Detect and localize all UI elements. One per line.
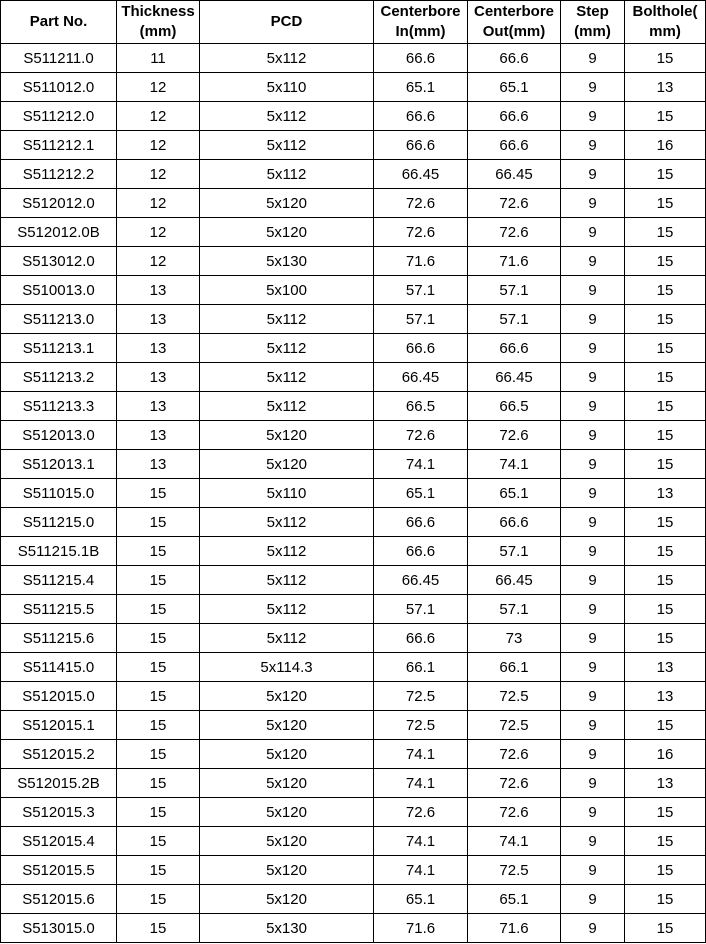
cell-step: 9 [561,682,625,711]
cell-bolthole: 13 [625,653,706,682]
cell-part-no: S511415.0 [1,653,117,682]
cell-step: 9 [561,363,625,392]
table-row [1,798,706,827]
cell-centerbore-out: 72.6 [468,421,561,450]
cell-centerbore-in: 57.1 [374,305,468,334]
cell-part-no: S511215.6 [1,624,117,653]
table-row [1,624,706,653]
cell-thickness: 13 [117,363,200,392]
cell-part-no: S512015.5 [1,856,117,885]
table-row [1,856,706,885]
cell-step: 9 [561,421,625,450]
table-header [1,1,706,44]
cell-pcd: 5x120 [200,740,374,769]
cell-thickness: 12 [117,102,200,131]
cell-centerbore-out: 72.5 [468,856,561,885]
cell-centerbore-out: 66.1 [468,653,561,682]
cell-step: 9 [561,131,625,160]
cell-pcd: 5x120 [200,682,374,711]
cell-thickness: 15 [117,711,200,740]
cell-thickness: 13 [117,334,200,363]
cell-centerbore-in: 72.5 [374,711,468,740]
cell-step: 9 [561,653,625,682]
cell-thickness: 11 [117,44,200,73]
cell-step: 9 [561,392,625,421]
cell-step: 9 [561,160,625,189]
cell-pcd: 5x112 [200,595,374,624]
cell-bolthole: 15 [625,421,706,450]
cell-step: 9 [561,711,625,740]
cell-centerbore-in: 57.1 [374,276,468,305]
header-text-line: Centerbore [380,3,461,20]
header-text-line: Step [576,3,609,20]
cell-step: 9 [561,885,625,914]
cell-bolthole: 15 [625,102,706,131]
cell-pcd: 5x120 [200,450,374,479]
cell-bolthole: 15 [625,305,706,334]
cell-step: 9 [561,537,625,566]
cell-centerbore-out: 72.6 [468,189,561,218]
cell-pcd: 5x112 [200,624,374,653]
cell-centerbore-in: 72.6 [374,421,468,450]
cell-part-no: S510013.0 [1,276,117,305]
cell-step: 9 [561,102,625,131]
table-row [1,44,706,73]
cell-bolthole: 15 [625,363,706,392]
cell-part-no: S511211.0 [1,44,117,73]
cell-centerbore-in: 66.6 [374,508,468,537]
cell-thickness: 15 [117,595,200,624]
cell-centerbore-out: 72.6 [468,740,561,769]
cell-pcd: 5x120 [200,218,374,247]
cell-part-no: S512013.1 [1,450,117,479]
cell-centerbore-in: 57.1 [374,595,468,624]
cell-bolthole: 15 [625,44,706,73]
table-row [1,740,706,769]
cell-centerbore-out: 65.1 [468,479,561,508]
cell-thickness: 12 [117,189,200,218]
cell-bolthole: 15 [625,276,706,305]
cell-bolthole: 15 [625,711,706,740]
cell-part-no: S511213.3 [1,392,117,421]
cell-thickness: 13 [117,421,200,450]
cell-step: 9 [561,44,625,73]
table-row [1,363,706,392]
cell-centerbore-out: 66.5 [468,392,561,421]
table-row [1,682,706,711]
cell-step: 9 [561,276,625,305]
cell-pcd: 5x120 [200,885,374,914]
cell-thickness: 12 [117,73,200,102]
cell-pcd: 5x100 [200,276,374,305]
cell-centerbore-in: 74.1 [374,740,468,769]
cell-part-no: S511215.4 [1,566,117,595]
cell-thickness: 13 [117,276,200,305]
cell-pcd: 5x112 [200,363,374,392]
cell-centerbore-in: 66.45 [374,160,468,189]
cell-bolthole: 15 [625,218,706,247]
cell-centerbore-in: 71.6 [374,914,468,943]
header-centerbore-in [374,1,468,44]
cell-part-no: S512012.0 [1,189,117,218]
cell-pcd: 5x120 [200,711,374,740]
cell-centerbore-in: 66.45 [374,566,468,595]
cell-bolthole: 13 [625,479,706,508]
cell-thickness: 12 [117,160,200,189]
cell-bolthole: 15 [625,508,706,537]
cell-centerbore-in: 65.1 [374,885,468,914]
header-centerbore-out [468,1,561,44]
cell-bolthole: 16 [625,131,706,160]
cell-thickness: 15 [117,885,200,914]
cell-centerbore-in: 72.6 [374,218,468,247]
cell-part-no: S512015.2B [1,769,117,798]
cell-step: 9 [561,450,625,479]
cell-bolthole: 15 [625,537,706,566]
cell-bolthole: 15 [625,624,706,653]
cell-thickness: 15 [117,856,200,885]
cell-centerbore-in: 74.1 [374,769,468,798]
cell-bolthole: 15 [625,450,706,479]
table-row [1,711,706,740]
header-text-line: Bolthole( [632,3,698,20]
cell-centerbore-out: 57.1 [468,305,561,334]
header-text-line: Thickness [121,3,195,20]
cell-step: 9 [561,827,625,856]
cell-centerbore-out: 72.6 [468,798,561,827]
header-pcd [200,1,374,44]
cell-centerbore-out: 72.6 [468,218,561,247]
table-row [1,189,706,218]
cell-bolthole: 13 [625,682,706,711]
cell-step: 9 [561,218,625,247]
table-row [1,566,706,595]
header-text-line: mm) [649,23,681,40]
cell-centerbore-in: 66.45 [374,363,468,392]
cell-centerbore-in: 66.6 [374,44,468,73]
cell-centerbore-out: 65.1 [468,73,561,102]
cell-bolthole: 15 [625,914,706,943]
cell-centerbore-out: 74.1 [468,450,561,479]
cell-part-no: S512012.0B [1,218,117,247]
cell-centerbore-out: 66.6 [468,508,561,537]
cell-centerbore-out: 74.1 [468,827,561,856]
cell-step: 9 [561,914,625,943]
cell-thickness: 15 [117,740,200,769]
cell-step: 9 [561,595,625,624]
cell-pcd: 5x112 [200,131,374,160]
table-row [1,247,706,276]
cell-centerbore-in: 71.6 [374,247,468,276]
header-step [561,1,625,44]
cell-centerbore-out: 71.6 [468,247,561,276]
cell-thickness: 15 [117,566,200,595]
cell-centerbore-in: 66.6 [374,624,468,653]
cell-thickness: 15 [117,798,200,827]
cell-thickness: 12 [117,131,200,160]
header-text-line: Out(mm) [482,23,546,40]
cell-step: 9 [561,305,625,334]
table-row [1,769,706,798]
header-text-line: Part No. [29,13,88,30]
cell-part-no: S513015.0 [1,914,117,943]
cell-centerbore-out: 57.1 [468,276,561,305]
cell-step: 9 [561,856,625,885]
cell-part-no: S511213.1 [1,334,117,363]
cell-part-no: S511213.0 [1,305,117,334]
cell-part-no: S512015.1 [1,711,117,740]
table-row [1,334,706,363]
table-row [1,305,706,334]
cell-part-no: S511212.0 [1,102,117,131]
cell-pcd: 5x112 [200,537,374,566]
cell-pcd: 5x112 [200,305,374,334]
cell-pcd: 5x130 [200,247,374,276]
table-row [1,827,706,856]
cell-bolthole: 15 [625,856,706,885]
cell-centerbore-in: 74.1 [374,827,468,856]
cell-thickness: 15 [117,914,200,943]
cell-step: 9 [561,798,625,827]
cell-centerbore-out: 65.1 [468,885,561,914]
cell-thickness: 15 [117,624,200,653]
cell-centerbore-out: 66.45 [468,160,561,189]
cell-centerbore-in: 72.5 [374,682,468,711]
cell-step: 9 [561,740,625,769]
table-row [1,914,706,943]
cell-step: 9 [561,334,625,363]
cell-bolthole: 15 [625,247,706,276]
cell-thickness: 13 [117,450,200,479]
cell-bolthole: 15 [625,189,706,218]
cell-pcd: 5x112 [200,566,374,595]
cell-thickness: 15 [117,508,200,537]
table-row [1,595,706,624]
table-row [1,885,706,914]
table-row [1,160,706,189]
cell-thickness: 15 [117,653,200,682]
cell-centerbore-out: 66.45 [468,566,561,595]
cell-bolthole: 15 [625,566,706,595]
cell-step: 9 [561,566,625,595]
cell-step: 9 [561,189,625,218]
header-row [1,1,706,44]
cell-thickness: 12 [117,218,200,247]
cell-part-no: S511215.0 [1,508,117,537]
cell-centerbore-in: 74.1 [374,856,468,885]
cell-centerbore-out: 66.6 [468,44,561,73]
cell-pcd: 5x112 [200,160,374,189]
cell-centerbore-in: 72.6 [374,189,468,218]
cell-step: 9 [561,479,625,508]
cell-step: 9 [561,73,625,102]
cell-centerbore-out: 72.6 [468,769,561,798]
table-row [1,421,706,450]
cell-part-no: S511215.1B [1,537,117,566]
cell-part-no: S512013.0 [1,421,117,450]
header-text-line: PCD [270,13,303,30]
cell-part-no: S512015.6 [1,885,117,914]
table-row [1,392,706,421]
cell-thickness: 13 [117,305,200,334]
header-part-no [1,1,117,44]
cell-centerbore-in: 66.1 [374,653,468,682]
cell-part-no: S511213.2 [1,363,117,392]
cell-centerbore-out: 66.6 [468,131,561,160]
table-row [1,653,706,682]
header-text-line: Centerbore [473,3,555,20]
cell-pcd: 5x114.3 [200,653,374,682]
cell-step: 9 [561,247,625,276]
table-body [1,44,706,943]
cell-pcd: 5x110 [200,479,374,508]
table-row [1,537,706,566]
cell-centerbore-in: 66.6 [374,537,468,566]
header-text-line: In(mm) [395,23,446,40]
cell-thickness: 15 [117,769,200,798]
cell-centerbore-in: 66.6 [374,334,468,363]
cell-bolthole: 16 [625,740,706,769]
cell-part-no: S513012.0 [1,247,117,276]
cell-pcd: 5x112 [200,508,374,537]
cell-part-no: S512015.2 [1,740,117,769]
cell-centerbore-out: 57.1 [468,595,561,624]
cell-part-no: S511015.0 [1,479,117,508]
cell-bolthole: 15 [625,827,706,856]
cell-bolthole: 15 [625,392,706,421]
cell-bolthole: 15 [625,334,706,363]
table-row [1,508,706,537]
cell-part-no: S512015.4 [1,827,117,856]
table-row [1,276,706,305]
cell-centerbore-out: 72.5 [468,711,561,740]
header-text-line: (mm) [574,23,611,40]
cell-bolthole: 15 [625,885,706,914]
cell-pcd: 5x112 [200,334,374,363]
table-row [1,102,706,131]
cell-thickness: 13 [117,392,200,421]
cell-pcd: 5x120 [200,189,374,218]
cell-part-no: S511212.1 [1,131,117,160]
cell-thickness: 15 [117,827,200,856]
table-row [1,218,706,247]
cell-part-no: S512015.0 [1,682,117,711]
cell-thickness: 12 [117,247,200,276]
cell-centerbore-out: 57.1 [468,537,561,566]
cell-part-no: S511212.2 [1,160,117,189]
cell-bolthole: 15 [625,160,706,189]
cell-centerbore-in: 72.6 [374,798,468,827]
cell-centerbore-in: 74.1 [374,450,468,479]
table-row [1,450,706,479]
cell-step: 9 [561,624,625,653]
cell-centerbore-out: 71.6 [468,914,561,943]
table-row [1,131,706,160]
header-text-line: (mm) [139,23,177,40]
cell-centerbore-in: 65.1 [374,479,468,508]
cell-bolthole: 15 [625,798,706,827]
cell-centerbore-in: 65.1 [374,73,468,102]
cell-pcd: 5x120 [200,827,374,856]
cell-step: 9 [561,508,625,537]
cell-pcd: 5x120 [200,421,374,450]
cell-thickness: 15 [117,479,200,508]
cell-centerbore-out: 66.6 [468,334,561,363]
cell-pcd: 5x130 [200,914,374,943]
table-row [1,479,706,508]
cell-thickness: 15 [117,682,200,711]
cell-centerbore-out: 73 [468,624,561,653]
cell-part-no: S511215.5 [1,595,117,624]
header-bolthole [625,1,706,44]
cell-centerbore-out: 66.6 [468,102,561,131]
cell-pcd: 5x120 [200,798,374,827]
cell-centerbore-out: 66.45 [468,363,561,392]
cell-centerbore-out: 72.5 [468,682,561,711]
cell-pcd: 5x120 [200,769,374,798]
cell-pcd: 5x112 [200,102,374,131]
cell-centerbore-in: 66.5 [374,392,468,421]
cell-centerbore-in: 66.6 [374,131,468,160]
cell-thickness: 15 [117,537,200,566]
table-row [1,73,706,102]
cell-part-no: S511012.0 [1,73,117,102]
cell-step: 9 [561,769,625,798]
cell-pcd: 5x112 [200,392,374,421]
header-thickness [117,1,200,44]
cell-pcd: 5x110 [200,73,374,102]
cell-bolthole: 15 [625,595,706,624]
cell-centerbore-in: 66.6 [374,102,468,131]
cell-part-no: S512015.3 [1,798,117,827]
cell-bolthole: 13 [625,769,706,798]
cell-bolthole: 13 [625,73,706,102]
cell-pcd: 5x120 [200,856,374,885]
cell-pcd: 5x112 [200,44,374,73]
